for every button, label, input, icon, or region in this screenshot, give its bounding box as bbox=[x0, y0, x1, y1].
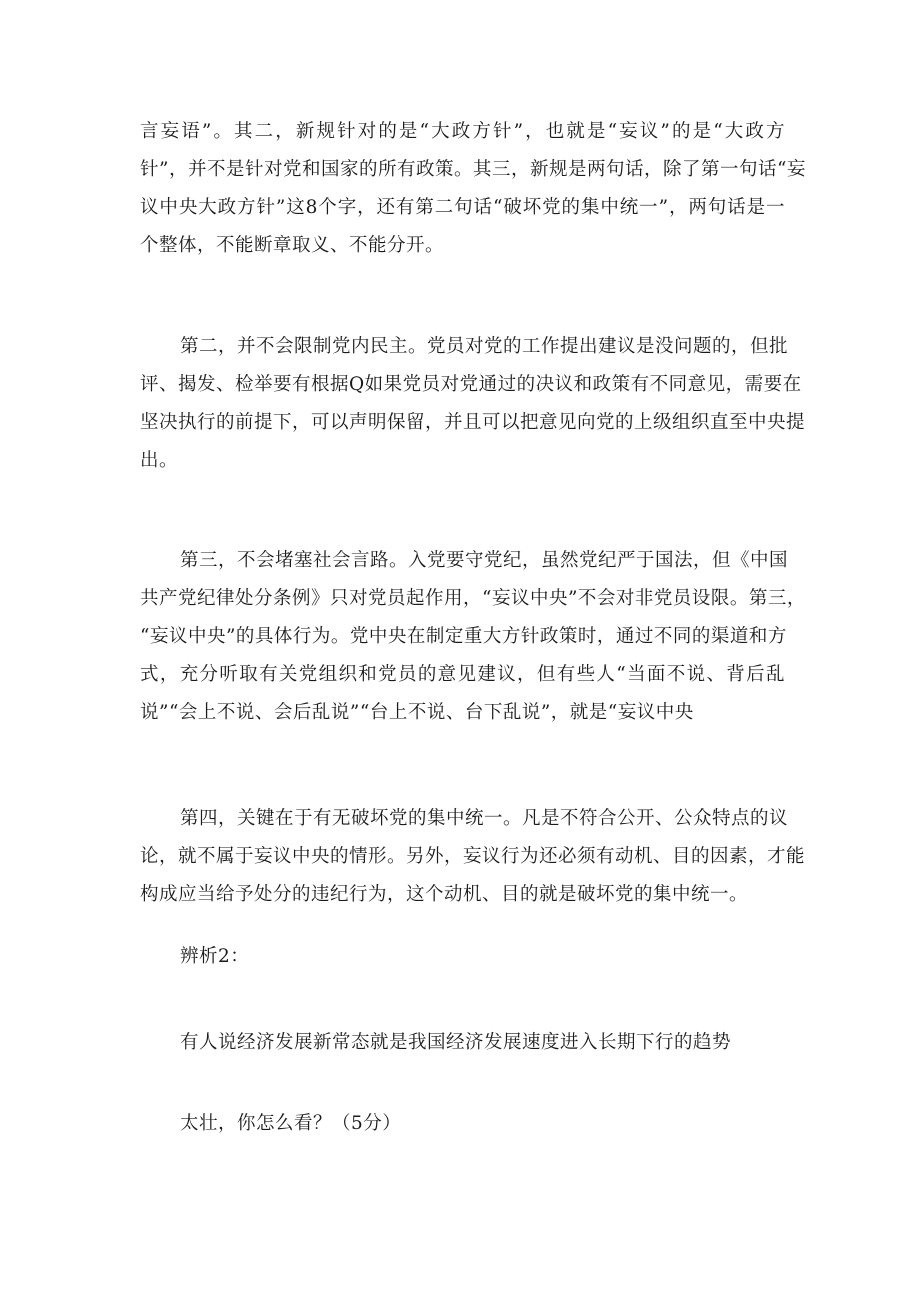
paragraph-2 bbox=[140, 328, 806, 480]
paragraph-1 bbox=[140, 113, 806, 265]
paragraph-1-line-2: 针”，并不是针对党和国家的所有政策。其三，新规是两句话，除了第一句话“妄 bbox=[140, 159, 806, 180]
paragraph-3-line-2: 共产党纪律处分条例》只对党员起作用，“妄议中央”不会对非党员设限。第三， bbox=[140, 588, 806, 609]
paragraph-3-line-1: 第三，不会堵塞社会言路。入党要守党纪，虽然党纪严于国法，但《中国 bbox=[180, 550, 789, 571]
paragraph-4-line-3: 构成应当给予处分的违纪行为，这个动机、目的就是破坏党的集中统一。 bbox=[140, 884, 749, 905]
paragraph-3-line-4: 式，充分听取有关党组织和党员的意见建议，但有些人“当面不说、背后乱 bbox=[140, 664, 785, 685]
paragraph-3-line-3: “妄议中央”的具体行为。党中央在制定重大方针政策时，通过不同的渠道和方 bbox=[140, 626, 787, 647]
paragraph-1-line-1: 言妄语”。其二，新规针对的是“大政方针”，也就是“妄议”的是“大政方 bbox=[140, 121, 785, 142]
paragraph-2-line-2: 评、揭发、检举要有根据Q如果党员对党通过的决议和政策有不同意见，需要在 bbox=[140, 374, 802, 395]
paragraph-2-line-1: 第二，并不会限制党内民主。党员对党的工作提出建议是没问题的，但批 bbox=[180, 336, 789, 357]
paragraph-3-line-5: 说”“会上不说、会后乱说”“台上不说、台下乱说”，就是“妄议中央 bbox=[140, 702, 694, 723]
section-heading: 辨析2： bbox=[180, 946, 250, 967]
paragraph-4-line-1: 第四，关键在于有无破坏党的集中统一。凡是不符合公开、公众特点的议 bbox=[180, 808, 789, 829]
paragraph-4 bbox=[140, 800, 806, 914]
paragraph-2-line-4: 出。 bbox=[140, 450, 179, 471]
paragraph-3 bbox=[140, 542, 806, 732]
paragraph-2-line-3: 坚决执行的前提下，可以声明保留，并且可以把意见向党的上级组织直至中央提 bbox=[140, 412, 806, 433]
paragraph-1-line-4: 个整体，不能断章取义、不能分开。 bbox=[140, 235, 445, 256]
paragraph-4-line-2: 论，就不属于妄议中央的情形。另外，妄议行为还必须有动机、目的因素，才能 bbox=[140, 846, 806, 867]
question-line-1: 有人说经济发展新常态就是我国经济发展速度进入长期下行的趋势 bbox=[180, 1032, 732, 1053]
question-line-2: 太壮，你怎么看？（5分） bbox=[180, 1113, 402, 1134]
paragraph-1-line-3: 议中央大政方针”这8个字，还有第二句话“破坏党的集中统一”，两句话是一 bbox=[140, 197, 785, 218]
